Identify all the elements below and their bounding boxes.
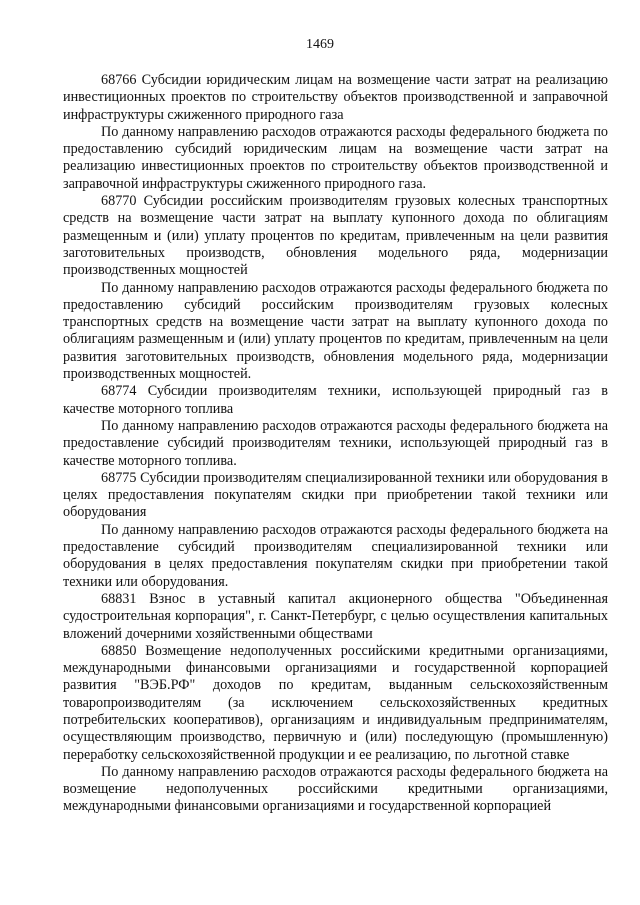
paragraph-68850-description: По данному направлению расходов отражаются расходы федерального бюджета на возмещение недополученных российскими кредитными организациями, международными финансовыми организациями и государственной корпорацией <box>63 763 608 815</box>
paragraph-68766-description: По данному направлению расходов отражаются расходы федерального бюджета по предоставлению субсидий юридическим лицам на возмещение части затрат на реализацию инвестиционных проектов по строительству объектов производственной и заправочной инфраструктуры сжиженного природного газа. <box>63 123 608 192</box>
paragraph-68775-title: 68775 Субсидии производителям специализированной техники или оборудования в целях предоставления покупателям скидки при приобретении такой техники или оборудования <box>63 469 608 521</box>
paragraph-68774-description: По данному направлению расходов отражаются расходы федерального бюджета на предоставление субсидий производителям техники, использующей природный газ в качестве моторного топлива. <box>63 417 608 469</box>
paragraph-68766-title: 68766 Субсидии юридическим лицам на возмещение части затрат на реализацию инвестиционных проектов по строительству объектов производственной и заправочной инфраструктуры сжиженного природного газа <box>63 72 608 123</box>
paragraph-68770-title: 68770 Субсидии российским производителям грузовых колесных транспортных средств на возмещение части затрат на выплату купонного дохода по облигациям размещенным и (или) уплату процентов по кредитам, привлеченным на цели развития заготовительных производств, обновления модельного ряда, модернизации производственных мощностей <box>63 193 608 279</box>
paragraph-68774-title: 68774 Субсидии производителям техники, использующей природный газ в качестве моторного топлива <box>63 383 608 417</box>
page-number: 1469 <box>306 37 334 52</box>
paragraph-68775-description: По данному направлению расходов отражаются расходы федерального бюджета на предоставление субсидий производителям специализированной техники или оборудования в целях предоставления покупателям скидки при приобретении такой техники или оборудования. <box>63 521 608 590</box>
paragraph-68831-title: 68831 Взнос в уставный капитал акционерного общества "Объединенная судостроительная корпорация", г. Санкт-Петербург, с целью осуществления капитальных вложений дочерними хозяйственными обществами <box>63 590 608 642</box>
paragraph-68770-description: По данному направлению расходов отражаются расходы федерального бюджета по предоставлению субсидий российским производителям грузовых колесных транспортных средств на возмещение части затрат на выплату купонного дохода по облигациям размещенным и (или) уплату процентов по кредитам, привлеченным на цели развития заготовительных производств, обновления модельного ряда, модернизации производственных мощностей. <box>63 279 608 383</box>
document-body <box>63 72 608 816</box>
paragraph-68850-title: 68850 Возмещение недополученных российскими кредитными организациями, международными финансовыми организациями и государственной корпорацией развития "ВЭБ.РФ" доходов по кредитам, выданным сельскохозяйственным товаропроизводителям (за исключением сельскохозяйственных кредитных потребительских кооперативов), организациям и индивидуальным предпринимателям, осуществляющим производство, первичную и (или) последующую (промышленную) переработку сельскохозяйственной продукции и ее реализацию, по льготной ставке <box>63 642 608 763</box>
